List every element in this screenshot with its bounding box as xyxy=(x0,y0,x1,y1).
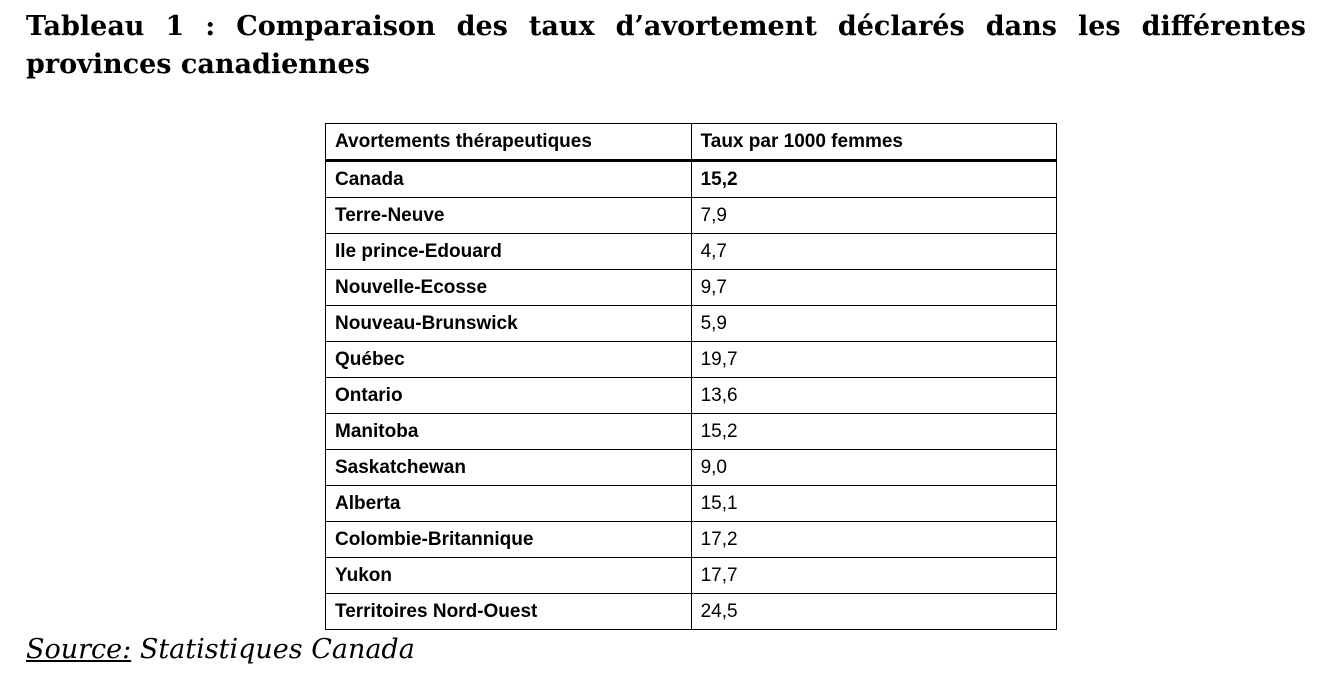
region-name-cell: Nouvelle-Ecosse xyxy=(326,270,692,306)
page-title: Tableau 1 : Comparaison des taux d’avortement déclarés dans les différentes provinces canadiennes xyxy=(26,11,1306,80)
rate-value-cell: 15,2 xyxy=(691,414,1056,450)
region-name-cell: Saskatchewan xyxy=(326,450,692,486)
table-row xyxy=(326,558,1057,594)
region-name-cell: Manitoba xyxy=(326,414,692,450)
table-row xyxy=(326,198,1057,234)
region-name-cell: Alberta xyxy=(326,486,692,522)
column-header-category: Avortements thérapeutiques xyxy=(326,124,692,161)
region-name-cell: Terre-Neuve xyxy=(326,198,692,234)
table-row xyxy=(326,342,1057,378)
table-row xyxy=(326,306,1057,342)
rate-value-cell: 24,5 xyxy=(691,594,1056,630)
rate-value-cell: 17,2 xyxy=(691,522,1056,558)
table-row xyxy=(326,594,1057,630)
clipped-next-line xyxy=(26,672,1306,684)
region-name-cell: Colombie-Britannique xyxy=(326,522,692,558)
region-name-cell: Nouveau-Brunswick xyxy=(326,306,692,342)
table-row xyxy=(326,270,1057,306)
source-label: Source: xyxy=(26,634,132,665)
region-name-cell: Territoires Nord-Ouest xyxy=(326,594,692,630)
rate-value-cell: 5,9 xyxy=(691,306,1056,342)
rate-value-cell: 15,2 xyxy=(691,161,1056,198)
region-name-cell: Yukon xyxy=(326,558,692,594)
table-body xyxy=(326,161,1057,630)
rate-value-cell: 9,0 xyxy=(691,450,1056,486)
rate-value-cell: 15,1 xyxy=(691,486,1056,522)
table-header-row xyxy=(326,124,1057,161)
table-row xyxy=(326,486,1057,522)
region-name-cell: Ontario xyxy=(326,378,692,414)
table-row xyxy=(326,378,1057,414)
source-note xyxy=(26,632,415,668)
rate-value-cell: 17,7 xyxy=(691,558,1056,594)
table-row xyxy=(326,161,1057,198)
table-row xyxy=(326,414,1057,450)
region-name-cell: Canada xyxy=(326,161,692,198)
table-row xyxy=(326,450,1057,486)
table-row xyxy=(326,234,1057,270)
rate-value-cell: 9,7 xyxy=(691,270,1056,306)
region-name-cell: Ile prince-Edouard xyxy=(326,234,692,270)
rate-value-cell: 4,7 xyxy=(691,234,1056,270)
rate-value-cell: 19,7 xyxy=(691,342,1056,378)
region-name-cell: Québec xyxy=(326,342,692,378)
column-header-rate: Taux par 1000 femmes xyxy=(691,124,1056,161)
clipped-previous-line xyxy=(26,0,1306,4)
abortion-rates-table xyxy=(325,123,1057,630)
source-text: Statistiques Canada xyxy=(131,634,415,665)
table-row xyxy=(326,522,1057,558)
rate-value-cell: 7,9 xyxy=(691,198,1056,234)
rate-value-cell: 13,6 xyxy=(691,378,1056,414)
